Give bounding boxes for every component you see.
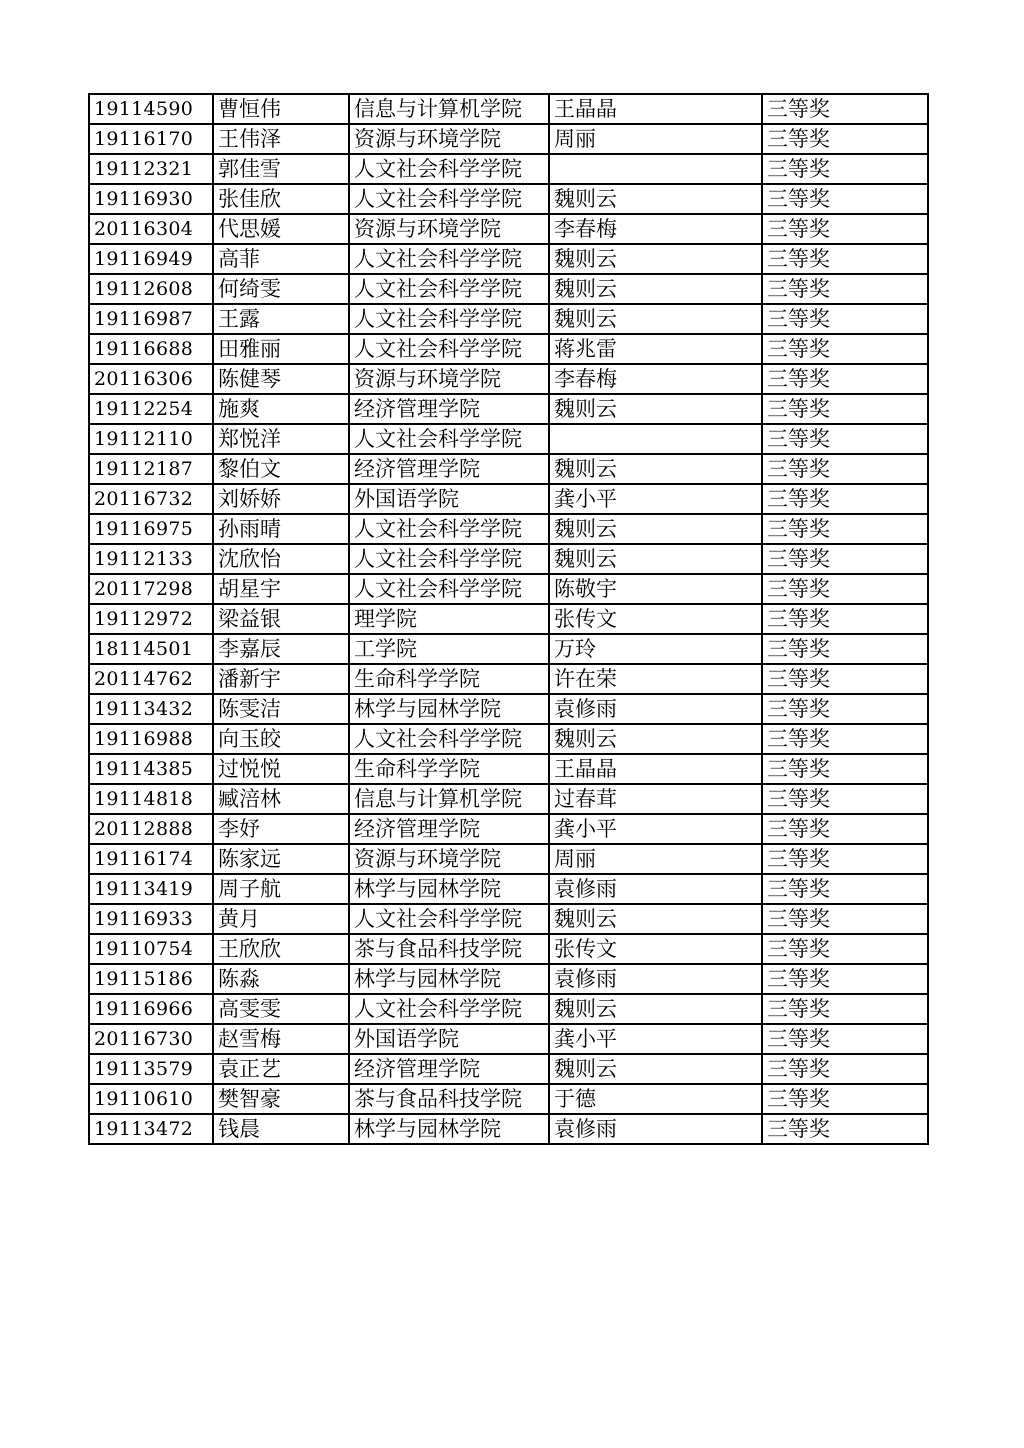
award-level-cell: 三等奖	[762, 1024, 928, 1054]
student-id-cell: 20116304	[89, 214, 213, 244]
student-id-cell: 19113579	[89, 1054, 213, 1084]
advisor-cell: 魏则云	[549, 184, 762, 214]
advisor-cell: 陈敬宇	[549, 574, 762, 604]
table-row	[89, 244, 928, 274]
advisor-cell: 王晶晶	[549, 94, 762, 124]
college-cell: 人文社会科学学院	[349, 334, 549, 364]
award-level-cell: 三等奖	[762, 94, 928, 124]
advisor-cell: 魏则云	[549, 994, 762, 1024]
student-id-cell: 19116987	[89, 304, 213, 334]
college-cell: 人文社会科学学院	[349, 184, 549, 214]
college-cell: 资源与环境学院	[349, 364, 549, 394]
student-name-cell: 田雅丽	[213, 334, 349, 364]
advisor-cell	[549, 154, 762, 184]
award-level-cell: 三等奖	[762, 904, 928, 934]
student-name-cell: 胡星宇	[213, 574, 349, 604]
advisor-cell: 过春茸	[549, 784, 762, 814]
student-name-cell: 何绮雯	[213, 274, 349, 304]
student-id-cell: 19114818	[89, 784, 213, 814]
table-row	[89, 874, 928, 904]
award-level-cell: 三等奖	[762, 844, 928, 874]
college-cell: 茶与食品科技学院	[349, 934, 549, 964]
advisor-cell: 于德	[549, 1084, 762, 1114]
advisor-cell: 万玲	[549, 634, 762, 664]
college-cell: 人文社会科学学院	[349, 424, 549, 454]
college-cell: 人文社会科学学院	[349, 304, 549, 334]
college-cell: 人文社会科学学院	[349, 514, 549, 544]
student-id-cell: 19113472	[89, 1114, 213, 1144]
student-name-cell: 黎伯文	[213, 454, 349, 484]
student-name-cell: 张佳欣	[213, 184, 349, 214]
award-level-cell: 三等奖	[762, 454, 928, 484]
table-row	[89, 964, 928, 994]
advisor-cell: 袁修雨	[549, 964, 762, 994]
college-cell: 经济管理学院	[349, 814, 549, 844]
advisor-cell: 周丽	[549, 844, 762, 874]
student-name-cell: 黄月	[213, 904, 349, 934]
table-row	[89, 544, 928, 574]
college-cell: 工学院	[349, 634, 549, 664]
student-id-cell: 19112608	[89, 274, 213, 304]
award-level-cell: 三等奖	[762, 874, 928, 904]
award-level-cell: 三等奖	[762, 1114, 928, 1144]
college-cell: 林学与园林学院	[349, 874, 549, 904]
advisor-cell: 袁修雨	[549, 874, 762, 904]
student-id-cell: 20117298	[89, 574, 213, 604]
student-id-cell: 19116988	[89, 724, 213, 754]
student-id-cell: 19116975	[89, 514, 213, 544]
student-id-cell: 20116306	[89, 364, 213, 394]
advisor-cell	[549, 424, 762, 454]
student-id-cell: 20114762	[89, 664, 213, 694]
award-level-cell: 三等奖	[762, 244, 928, 274]
college-cell: 资源与环境学院	[349, 124, 549, 154]
college-cell: 林学与园林学院	[349, 964, 549, 994]
advisor-cell: 王晶晶	[549, 754, 762, 784]
student-id-cell: 19116170	[89, 124, 213, 154]
advisor-cell: 龚小平	[549, 814, 762, 844]
student-name-cell: 臧涪林	[213, 784, 349, 814]
student-name-cell: 沈欣怡	[213, 544, 349, 574]
award-level-cell: 三等奖	[762, 334, 928, 364]
student-id-cell: 19116966	[89, 994, 213, 1024]
student-id-cell: 19116949	[89, 244, 213, 274]
award-level-cell: 三等奖	[762, 124, 928, 154]
table-row	[89, 574, 928, 604]
student-name-cell: 梁益银	[213, 604, 349, 634]
college-cell: 资源与环境学院	[349, 214, 549, 244]
award-level-cell: 三等奖	[762, 1084, 928, 1114]
table-row	[89, 844, 928, 874]
college-cell: 信息与计算机学院	[349, 94, 549, 124]
advisor-cell: 张传文	[549, 604, 762, 634]
award-level-cell: 三等奖	[762, 424, 928, 454]
student-name-cell: 曹恒伟	[213, 94, 349, 124]
table-row	[89, 994, 928, 1024]
table-row	[89, 904, 928, 934]
college-cell: 经济管理学院	[349, 394, 549, 424]
student-id-cell: 19110754	[89, 934, 213, 964]
advisor-cell: 魏则云	[549, 394, 762, 424]
college-cell: 人文社会科学学院	[349, 544, 549, 574]
student-name-cell: 李嘉辰	[213, 634, 349, 664]
table-row	[89, 694, 928, 724]
college-cell: 信息与计算机学院	[349, 784, 549, 814]
student-id-cell: 19112254	[89, 394, 213, 424]
college-cell: 资源与环境学院	[349, 844, 549, 874]
student-name-cell: 王露	[213, 304, 349, 334]
student-name-cell: 陈雯洁	[213, 694, 349, 724]
advisor-cell: 李春梅	[549, 214, 762, 244]
student-name-cell: 孙雨晴	[213, 514, 349, 544]
award-level-cell: 三等奖	[762, 754, 928, 784]
student-name-cell: 赵雪梅	[213, 1024, 349, 1054]
table-row	[89, 604, 928, 634]
student-id-cell: 19116930	[89, 184, 213, 214]
student-id-cell: 19116174	[89, 844, 213, 874]
award-table-body	[89, 94, 928, 1144]
table-row	[89, 814, 928, 844]
award-table	[88, 93, 929, 1145]
college-cell: 生命科学学院	[349, 664, 549, 694]
table-row	[89, 304, 928, 334]
award-level-cell: 三等奖	[762, 574, 928, 604]
table-row	[89, 1114, 928, 1144]
student-name-cell: 陈健琴	[213, 364, 349, 394]
award-level-cell: 三等奖	[762, 784, 928, 814]
student-name-cell: 钱晨	[213, 1114, 349, 1144]
student-name-cell: 高菲	[213, 244, 349, 274]
student-name-cell: 陈家远	[213, 844, 349, 874]
student-id-cell: 19116688	[89, 334, 213, 364]
advisor-cell: 魏则云	[549, 244, 762, 274]
table-row	[89, 394, 928, 424]
table-row	[89, 1084, 928, 1114]
table-row	[89, 214, 928, 244]
student-id-cell: 19112133	[89, 544, 213, 574]
award-level-cell: 三等奖	[762, 994, 928, 1024]
table-row	[89, 274, 928, 304]
award-level-cell: 三等奖	[762, 1054, 928, 1084]
student-id-cell: 19114590	[89, 94, 213, 124]
student-name-cell: 周子航	[213, 874, 349, 904]
student-name-cell: 代思媛	[213, 214, 349, 244]
college-cell: 人文社会科学学院	[349, 154, 549, 184]
table-row	[89, 94, 928, 124]
advisor-cell: 魏则云	[549, 1054, 762, 1084]
student-name-cell: 向玉皎	[213, 724, 349, 754]
college-cell: 人文社会科学学院	[349, 244, 549, 274]
college-cell: 外国语学院	[349, 484, 549, 514]
award-level-cell: 三等奖	[762, 484, 928, 514]
advisor-cell: 魏则云	[549, 274, 762, 304]
table-row	[89, 334, 928, 364]
table-row	[89, 364, 928, 394]
table-row	[89, 1024, 928, 1054]
student-id-cell: 20112888	[89, 814, 213, 844]
award-level-cell: 三等奖	[762, 214, 928, 244]
table-row	[89, 724, 928, 754]
student-id-cell: 19113419	[89, 874, 213, 904]
table-row	[89, 514, 928, 544]
student-id-cell: 19112321	[89, 154, 213, 184]
student-name-cell: 王伟泽	[213, 124, 349, 154]
college-cell: 人文社会科学学院	[349, 904, 549, 934]
student-name-cell: 李妤	[213, 814, 349, 844]
student-name-cell: 潘新宇	[213, 664, 349, 694]
student-name-cell: 郑悦洋	[213, 424, 349, 454]
award-level-cell: 三等奖	[762, 964, 928, 994]
advisor-cell: 周丽	[549, 124, 762, 154]
student-id-cell: 19113432	[89, 694, 213, 724]
college-cell: 经济管理学院	[349, 1054, 549, 1084]
table-row	[89, 934, 928, 964]
table-row	[89, 784, 928, 814]
college-cell: 茶与食品科技学院	[349, 1084, 549, 1114]
student-id-cell: 19114385	[89, 754, 213, 784]
student-name-cell: 过悦悦	[213, 754, 349, 784]
college-cell: 人文社会科学学院	[349, 574, 549, 604]
award-level-cell: 三等奖	[762, 664, 928, 694]
college-cell: 经济管理学院	[349, 454, 549, 484]
student-id-cell: 19112110	[89, 424, 213, 454]
advisor-cell: 魏则云	[549, 304, 762, 334]
advisor-cell: 魏则云	[549, 544, 762, 574]
award-level-cell: 三等奖	[762, 394, 928, 424]
student-name-cell: 王欣欣	[213, 934, 349, 964]
award-level-cell: 三等奖	[762, 274, 928, 304]
award-level-cell: 三等奖	[762, 304, 928, 334]
college-cell: 生命科学学院	[349, 754, 549, 784]
college-cell: 人文社会科学学院	[349, 724, 549, 754]
table-row	[89, 484, 928, 514]
advisor-cell: 魏则云	[549, 724, 762, 754]
advisor-cell: 魏则云	[549, 454, 762, 484]
award-level-cell: 三等奖	[762, 514, 928, 544]
student-name-cell: 施爽	[213, 394, 349, 424]
award-level-cell: 三等奖	[762, 934, 928, 964]
award-level-cell: 三等奖	[762, 814, 928, 844]
award-level-cell: 三等奖	[762, 154, 928, 184]
college-cell: 人文社会科学学院	[349, 274, 549, 304]
advisor-cell: 许在荣	[549, 664, 762, 694]
student-id-cell: 18114501	[89, 634, 213, 664]
table-row	[89, 634, 928, 664]
table-row	[89, 1054, 928, 1084]
student-name-cell: 袁正艺	[213, 1054, 349, 1084]
table-row	[89, 424, 928, 454]
table-row	[89, 184, 928, 214]
advisor-cell: 龚小平	[549, 484, 762, 514]
student-id-cell: 19115186	[89, 964, 213, 994]
award-level-cell: 三等奖	[762, 634, 928, 664]
award-level-cell: 三等奖	[762, 544, 928, 574]
student-id-cell: 20116730	[89, 1024, 213, 1054]
award-level-cell: 三等奖	[762, 604, 928, 634]
award-level-cell: 三等奖	[762, 694, 928, 724]
advisor-cell: 袁修雨	[549, 694, 762, 724]
student-id-cell: 19112187	[89, 454, 213, 484]
student-id-cell: 19116933	[89, 904, 213, 934]
advisor-cell: 袁修雨	[549, 1114, 762, 1144]
award-level-cell: 三等奖	[762, 724, 928, 754]
advisor-cell: 李春梅	[549, 364, 762, 394]
student-id-cell: 19112972	[89, 604, 213, 634]
table-row	[89, 754, 928, 784]
table-row	[89, 124, 928, 154]
college-cell: 外国语学院	[349, 1024, 549, 1054]
award-level-cell: 三等奖	[762, 184, 928, 214]
table-row	[89, 454, 928, 484]
student-name-cell: 陈淼	[213, 964, 349, 994]
college-cell: 人文社会科学学院	[349, 994, 549, 1024]
student-name-cell: 刘娇娇	[213, 484, 349, 514]
student-name-cell: 郭佳雪	[213, 154, 349, 184]
advisor-cell: 张传文	[549, 934, 762, 964]
award-level-cell: 三等奖	[762, 364, 928, 394]
student-name-cell: 樊智豪	[213, 1084, 349, 1114]
table-row	[89, 154, 928, 184]
student-id-cell: 19110610	[89, 1084, 213, 1114]
advisor-cell: 龚小平	[549, 1024, 762, 1054]
student-name-cell: 高雯雯	[213, 994, 349, 1024]
table-row	[89, 664, 928, 694]
college-cell: 林学与园林学院	[349, 694, 549, 724]
student-id-cell: 20116732	[89, 484, 213, 514]
advisor-cell: 蒋兆雷	[549, 334, 762, 364]
advisor-cell: 魏则云	[549, 904, 762, 934]
college-cell: 林学与园林学院	[349, 1114, 549, 1144]
advisor-cell: 魏则云	[549, 514, 762, 544]
college-cell: 理学院	[349, 604, 549, 634]
